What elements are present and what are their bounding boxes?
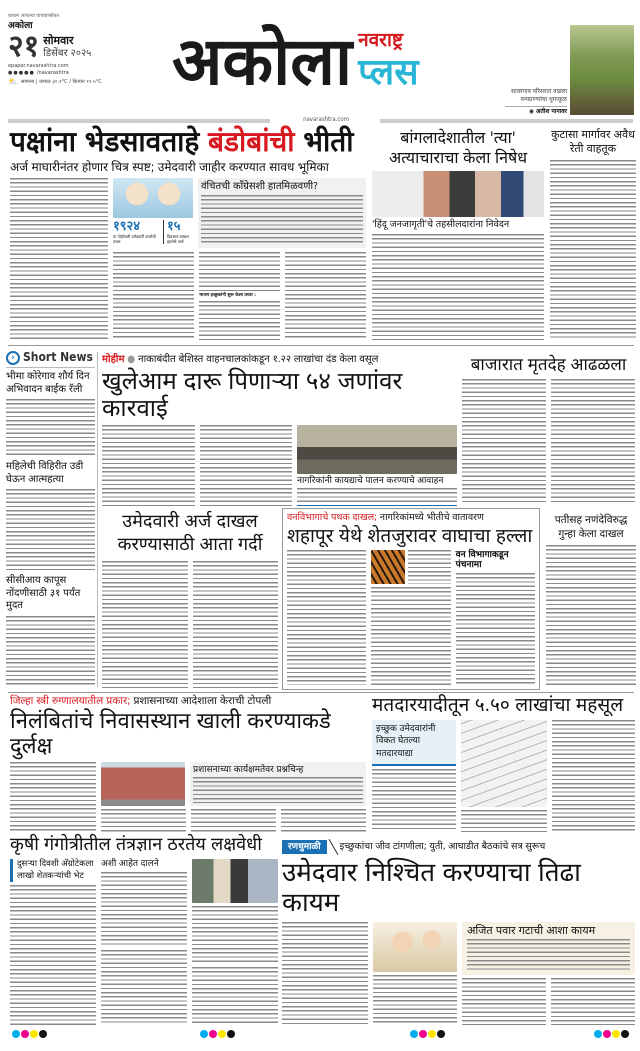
agri-box-title: दुसऱ्या दिवशी अ‍ॅग्रोटेकला लाखो शेतकऱ्यांची भेट bbox=[10, 859, 96, 883]
linkedin-icon[interactable]: ● bbox=[29, 70, 34, 77]
nomination-story bbox=[102, 510, 278, 688]
x-icon[interactable]: ● bbox=[18, 70, 24, 77]
lead-body-col3-wrap bbox=[199, 252, 280, 340]
sidebar-vba-body bbox=[201, 195, 363, 245]
voters-photo bbox=[461, 720, 547, 807]
hospital-col1 bbox=[10, 762, 96, 832]
voters-col1-wrap bbox=[372, 720, 456, 832]
stat-nominations: १९२४ bbox=[113, 218, 141, 234]
month-year: डिसेंबर २०२५ bbox=[43, 47, 92, 59]
section-divider-2 bbox=[8, 692, 634, 693]
tiger-kicker: वनविभागाचे पथक दाखल; नागरिकांमध्ये भीतीचे वातावरण bbox=[287, 512, 484, 523]
election-cartoon bbox=[373, 922, 457, 972]
lead-body-col4 bbox=[285, 252, 366, 340]
liquor-photo-block bbox=[297, 425, 457, 506]
teaser-photo[interactable] bbox=[570, 25, 634, 115]
hospital-box-body bbox=[193, 777, 363, 803]
lead-body-col3 bbox=[199, 252, 280, 291]
tiger-col1 bbox=[287, 550, 366, 685]
hospital-kicker: जिल्हा स्त्री रुग्णालयातील प्रकार; प्रशासनाच्या आदेशाला केराची टोपली bbox=[10, 695, 272, 707]
agri-col2-wrap bbox=[101, 859, 187, 1025]
election-tag: रणधुमाळी bbox=[282, 840, 327, 854]
lead-subhead: अर्ज माघारीनंतर होणार चित्र स्पष्ट; उमेदवारी जाहीर करण्यात सावध भूमिका bbox=[10, 160, 329, 175]
bangladesh-body bbox=[372, 234, 544, 340]
kutasa-story bbox=[550, 128, 636, 340]
cloud-sun-icon: ⛅ bbox=[8, 77, 18, 87]
tiger-photo-row bbox=[371, 550, 450, 584]
tiger-col2b bbox=[371, 587, 450, 685]
agri-body bbox=[10, 859, 278, 1025]
nomination-body bbox=[102, 561, 278, 688]
hospital-box-title: प्रशासनाच्या कार्यक्षमतेवर प्रश्नचिन्ह bbox=[193, 764, 304, 775]
bangladesh-caption: 'हिंदू जनजागृती'चे तहसीलदारांना निवेदन bbox=[372, 219, 510, 230]
hospital-col2 bbox=[101, 809, 186, 832]
case-story bbox=[546, 514, 636, 687]
lead-cartoon bbox=[113, 178, 193, 218]
ajit-pawar-title: अजित पवार गटाची आशा कायम bbox=[467, 923, 596, 937]
hospital-bottom-row bbox=[101, 809, 366, 832]
youtube-icon[interactable]: ● bbox=[24, 70, 29, 77]
hospital-box bbox=[190, 762, 366, 806]
bangladesh-photo bbox=[372, 171, 544, 217]
lead-subtitle2: भाजप इच्छुकांनी सुरू केला प्रचार : bbox=[199, 293, 256, 299]
website[interactable]: navarashtra.com bbox=[303, 116, 349, 123]
election-headline[interactable]: उमेदवार निश्चित करण्याचा तिढा कायम bbox=[282, 858, 581, 918]
bangladesh-story bbox=[372, 128, 544, 340]
ajit-pawar-body bbox=[467, 939, 630, 971]
stat-days-label: दिवसात दाखल झालेले अर्ज bbox=[167, 233, 189, 244]
election-body bbox=[282, 922, 635, 1025]
hospital-headline[interactable]: निलंबितांचे निवासस्थान खाली करण्याकडे दुर्लक्ष bbox=[10, 709, 331, 760]
bangladesh-headline[interactable]: बांगलादेशातील 'त्या' अत्याचाराचा केला निषेध bbox=[388, 128, 528, 167]
hospital-top-row bbox=[101, 762, 366, 806]
agri-headline[interactable]: कृषी गंगोत्रीतील तंत्रज्ञान ठरतेय लक्षवेधी bbox=[10, 834, 262, 855]
body-found-body bbox=[462, 379, 635, 504]
election-col4 bbox=[551, 978, 635, 1025]
voters-col2 bbox=[461, 810, 547, 832]
agri-col3 bbox=[101, 950, 187, 1025]
election-col1 bbox=[282, 922, 368, 1025]
hospital-body bbox=[10, 762, 366, 832]
short-news-1-body bbox=[6, 399, 95, 458]
lead-stats-block bbox=[113, 178, 193, 248]
lead-story bbox=[10, 126, 366, 340]
election-story bbox=[282, 838, 635, 1025]
tiger-col3 bbox=[456, 573, 535, 685]
instagram-icon[interactable]: ● bbox=[13, 70, 18, 77]
stat-nominations-block bbox=[113, 220, 160, 244]
short-news-1-headline[interactable]: भीमा कोरेगाव शौर्य दिन अभिवादन बाईक रॅली bbox=[6, 371, 90, 395]
short-news-3-headline[interactable]: सीसीआय कापूस नोंदणीसाठी ३१ पर्यंत मुदत bbox=[6, 575, 81, 612]
agri-col1 bbox=[10, 885, 96, 1025]
nomination-headline[interactable]: उमेदवारी अर्ज दाखल करण्यासाठी आता गर्दी bbox=[117, 511, 263, 556]
liquor-headline[interactable]: खुलेआम दारू पिणाऱ्या ५४ जणांवर कारवाई bbox=[102, 366, 403, 423]
election-kicker-row bbox=[282, 838, 635, 856]
tagline: कायम आपल्या वाचकांसोबत bbox=[8, 13, 60, 19]
agri-stalls-body bbox=[101, 872, 187, 947]
voters-col3 bbox=[552, 720, 635, 832]
edition-city: अकोला bbox=[8, 20, 33, 31]
liquor-caption-body bbox=[297, 488, 457, 506]
body-found-headline[interactable]: बाजारात मृतदेह आढळला bbox=[470, 355, 627, 375]
liquor-body-col1 bbox=[102, 425, 195, 506]
election-kicker: इच्छुकांचा जीव टांगणीला; युती, आघाडीत बैठकांचे सत्र सुरूच bbox=[339, 840, 546, 852]
lead-body bbox=[10, 178, 366, 340]
masthead-logo bbox=[172, 10, 502, 114]
lead-body-col3b bbox=[199, 301, 280, 340]
section-divider bbox=[8, 345, 634, 346]
election-col3-wrap bbox=[462, 922, 635, 1025]
tiger-col2-wrap bbox=[371, 550, 450, 685]
election-bottom-row bbox=[462, 978, 635, 1025]
sidebar-vba-title: वंचितची काँग्रेसशी हातमिळवणी? bbox=[201, 180, 318, 192]
tiger-body bbox=[287, 550, 535, 685]
stat-nominations-label: या पोहोचली उमेदवारी अर्जांची उचल bbox=[113, 233, 156, 244]
date-block bbox=[8, 29, 166, 65]
voters-col2-wrap bbox=[461, 720, 547, 832]
nomination-col2 bbox=[193, 561, 279, 688]
voters-body bbox=[372, 720, 635, 832]
social-handle: /navarashtra bbox=[36, 70, 69, 77]
body-found-story bbox=[462, 356, 635, 504]
voters-box-title: इच्छुक उमेदवारांनी विकत घेतल्या मतदारयाद्या bbox=[372, 720, 456, 766]
masthead-brand-block bbox=[358, 30, 418, 93]
weather bbox=[8, 77, 166, 86]
teaser-text[interactable]: सावरगाव परिसरात वाढला वन्यप्राण्यांचा धुमाकूळ bbox=[511, 87, 567, 104]
short-news-header: › Short News bbox=[6, 351, 95, 368]
teaser-block bbox=[505, 50, 567, 116]
weather-text: सामान्य | कमाल ३०.१°C / किमान १२.५°C bbox=[20, 78, 102, 85]
lead-headline[interactable]: पक्षांना भेडसावताहे बंडोबांची भीती bbox=[10, 125, 354, 158]
liquor-caption: नागरिकांनी कायद्याचे पालन करण्याचे आवाहन bbox=[297, 475, 444, 486]
liquor-photo bbox=[297, 425, 457, 474]
short-news-3-body bbox=[6, 616, 95, 687]
liquor-body-col2 bbox=[200, 425, 293, 506]
hospital-photo bbox=[101, 762, 185, 806]
election-col3 bbox=[462, 978, 546, 1025]
short-news-2-body bbox=[6, 489, 95, 572]
facebook-icon[interactable]: ● bbox=[8, 70, 13, 77]
case-headline[interactable]: पतीसह नणंदेविरुद्ध गुन्हा केला दाखल bbox=[554, 514, 628, 540]
lead-body-right bbox=[113, 178, 366, 340]
liquor-story bbox=[102, 354, 457, 506]
voters-col1 bbox=[372, 769, 456, 832]
hospital-right bbox=[101, 762, 366, 832]
tiger-subhead: वन विभागाकडून पंचनामा bbox=[455, 549, 509, 571]
short-news bbox=[6, 351, 95, 687]
hospital-col3 bbox=[191, 809, 276, 832]
lead-body-col2 bbox=[113, 252, 194, 340]
lead-top-row bbox=[113, 178, 366, 248]
case-body bbox=[546, 545, 636, 687]
agri-stalls-title: अशी आहेत दालने bbox=[101, 858, 159, 869]
kutasa-headline[interactable]: कुटासा मार्गावर अवैध रेती वाहतूक bbox=[551, 128, 635, 156]
tiger-headline[interactable]: शहापूर येथे शेतजुरावर वाघाचा हल्ला bbox=[287, 524, 533, 547]
social-icons[interactable] bbox=[8, 70, 166, 76]
voters-story bbox=[372, 695, 635, 832]
header-rule-left bbox=[8, 119, 270, 123]
date-day: २१ bbox=[8, 29, 40, 65]
agri-col2 bbox=[192, 906, 278, 964]
body-found-col1 bbox=[462, 379, 546, 504]
short-news-2-headline[interactable]: महिलेची विहिरीत उडी घेऊन आत्महत्या bbox=[6, 461, 84, 485]
ajit-pawar-box bbox=[462, 922, 635, 975]
short-news-col-rule bbox=[97, 352, 98, 687]
masthead-left bbox=[8, 14, 166, 118]
lead-stats bbox=[113, 220, 193, 244]
nomination-col1 bbox=[102, 561, 188, 688]
stat-days: १५ bbox=[167, 218, 181, 234]
election-col2-wrap bbox=[373, 922, 457, 1025]
teaser-author: ◉ अतीश पानावर bbox=[505, 106, 567, 116]
liquor-kicker: मोहीम ● नाकाबंदीत बेशिस्त वाहनचालकांकडून १.२२ लाखांचा दंड केला वसूल bbox=[102, 354, 379, 365]
agri-col4 bbox=[192, 967, 278, 1025]
election-tag-slash bbox=[328, 839, 338, 855]
masthead-plus: प्लस bbox=[358, 52, 419, 94]
hospital-story bbox=[10, 695, 366, 832]
tiger-col3-wrap bbox=[456, 550, 535, 685]
agri-col1-wrap bbox=[10, 859, 96, 1025]
voters-headline[interactable]: मतदारयादीतून ५.५० लाखांचा महसूल bbox=[372, 694, 624, 716]
stat-days-block bbox=[163, 220, 193, 244]
epaper-link[interactable]: epaper.navarashtra.com bbox=[8, 63, 69, 70]
body-found-col2 bbox=[551, 379, 635, 504]
tiger-col2 bbox=[408, 550, 450, 584]
tiger-photo bbox=[371, 550, 405, 584]
kutasa-body bbox=[550, 160, 636, 340]
tiger-story-box bbox=[282, 508, 540, 690]
election-col2 bbox=[373, 975, 457, 1025]
arrow-circle-icon: › bbox=[6, 351, 20, 365]
masthead-brand: नवराष्ट्र bbox=[358, 29, 403, 52]
weekday: सोमवार bbox=[43, 34, 74, 48]
lead-body-col1 bbox=[10, 178, 108, 340]
liquor-body bbox=[102, 425, 457, 506]
lead-bottom-row bbox=[113, 252, 366, 340]
header-rule-right bbox=[380, 119, 633, 123]
hospital-col4 bbox=[281, 809, 366, 832]
author-icon: ◉ bbox=[529, 108, 536, 116]
agri-col3-wrap bbox=[192, 859, 278, 1025]
agri-photo bbox=[192, 859, 278, 903]
agri-story bbox=[10, 835, 278, 1025]
sidebar-vba-congress bbox=[198, 178, 366, 248]
masthead-title: अकोला bbox=[172, 23, 353, 100]
